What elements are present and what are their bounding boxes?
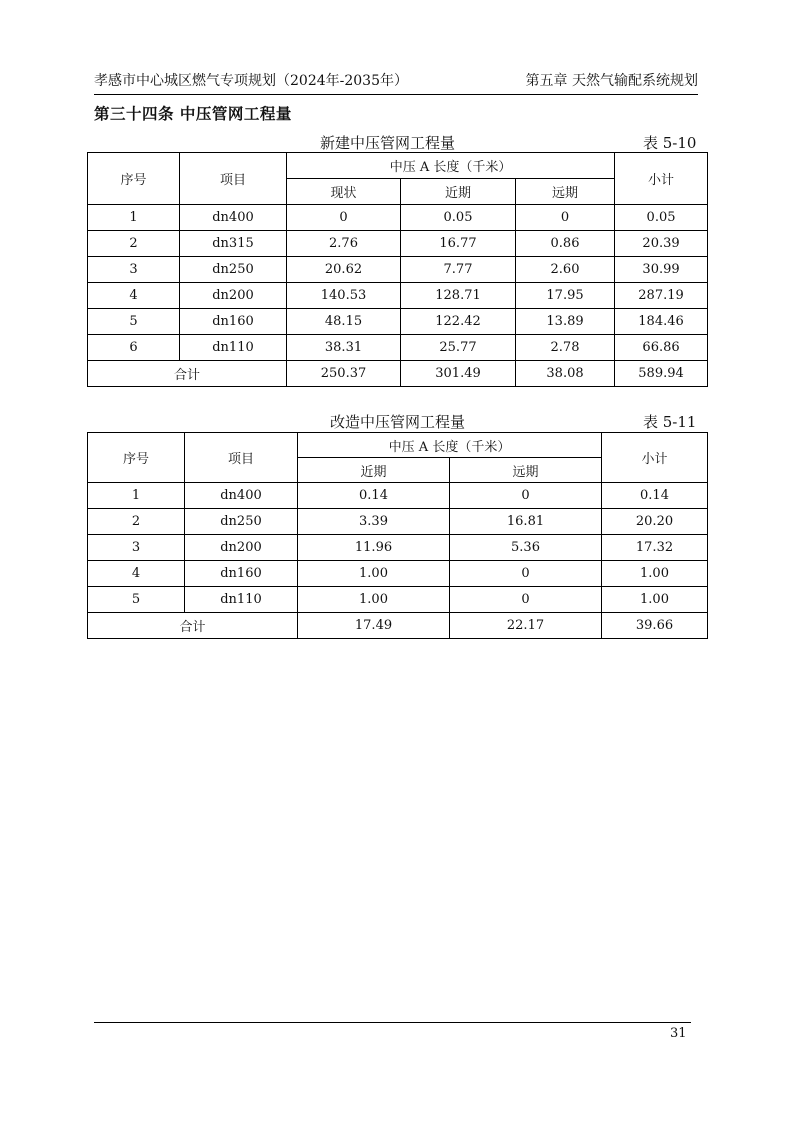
header-subtotal: 小计 — [602, 433, 708, 483]
header-near-term: 近期 — [298, 458, 450, 483]
total-row — [88, 613, 708, 639]
total-subtotal: 589.94 — [615, 361, 708, 387]
cell-near-term: 3.39 — [298, 509, 450, 535]
table-row — [88, 309, 708, 335]
cell-near-term: 25.77 — [401, 335, 516, 361]
cell-current: 48.15 — [287, 309, 401, 335]
cell-seq: 6 — [88, 335, 180, 361]
header-current: 现状 — [287, 179, 401, 205]
cell-near-term: 1.00 — [298, 587, 450, 613]
cell-long-term: 2.78 — [516, 335, 615, 361]
page-header — [94, 72, 698, 95]
cell-subtotal: 20.20 — [602, 509, 708, 535]
cell-subtotal: 0.05 — [615, 205, 708, 231]
table-row — [88, 257, 708, 283]
cell-long-term: 5.36 — [450, 535, 602, 561]
section-title: 第三十四条 中压管网工程量 — [94, 105, 292, 123]
cell-long-term: 16.81 — [450, 509, 602, 535]
cell-subtotal: 1.00 — [602, 587, 708, 613]
cell-near-term: 122.42 — [401, 309, 516, 335]
header-near-term: 近期 — [401, 179, 516, 205]
cell-item: dn110 — [180, 335, 287, 361]
cell-current: 140.53 — [287, 283, 401, 309]
header-seq: 序号 — [88, 433, 185, 483]
cell-item: dn250 — [180, 257, 287, 283]
total-subtotal: 39.66 — [602, 613, 708, 639]
table-row — [88, 283, 708, 309]
cell-long-term: 0 — [516, 205, 615, 231]
header-document-title: 孝感市中心城区燃气专项规划（2024年-2035年） — [94, 73, 408, 89]
header-item: 项目 — [185, 433, 298, 483]
cell-near-term: 128.71 — [401, 283, 516, 309]
header-length-group: 中压 A 长度（千米） — [298, 433, 602, 458]
table-row — [88, 587, 708, 613]
cell-seq: 4 — [88, 283, 180, 309]
table-row — [88, 561, 708, 587]
total-current: 250.37 — [287, 361, 401, 387]
cell-near-term: 0.14 — [298, 483, 450, 509]
new-pipeline-table — [87, 152, 708, 387]
header-long-term: 远期 — [516, 179, 615, 205]
cell-subtotal: 287.19 — [615, 283, 708, 309]
header-seq: 序号 — [88, 153, 180, 205]
cell-near-term: 11.96 — [298, 535, 450, 561]
cell-item: dn160 — [185, 561, 298, 587]
table-row — [88, 535, 708, 561]
header-length-group: 中压 A 长度（千米） — [287, 153, 615, 179]
total-near-term: 17.49 — [298, 613, 450, 639]
cell-current: 38.31 — [287, 335, 401, 361]
cell-seq: 4 — [88, 561, 185, 587]
total-label: 合计 — [88, 361, 287, 387]
header-subtotal: 小计 — [615, 153, 708, 205]
cell-seq: 1 — [88, 205, 180, 231]
cell-current: 20.62 — [287, 257, 401, 283]
cell-item: dn200 — [185, 535, 298, 561]
cell-seq: 1 — [88, 483, 185, 509]
cell-item: dn160 — [180, 309, 287, 335]
cell-subtotal: 20.39 — [615, 231, 708, 257]
cell-subtotal: 184.46 — [615, 309, 708, 335]
cell-near-term: 7.77 — [401, 257, 516, 283]
cell-subtotal: 66.86 — [615, 335, 708, 361]
total-label: 合计 — [88, 613, 298, 639]
page-number: 31 — [670, 1026, 687, 1041]
table-row — [88, 483, 708, 509]
total-row — [88, 361, 708, 387]
header-long-term: 远期 — [450, 458, 602, 483]
cell-seq: 3 — [88, 535, 185, 561]
cell-long-term: 17.95 — [516, 283, 615, 309]
cell-long-term: 0 — [450, 561, 602, 587]
header-chapter-title: 第五章 天然气输配系统规划 — [525, 73, 698, 89]
cell-seq: 5 — [88, 587, 185, 613]
cell-near-term: 1.00 — [298, 561, 450, 587]
table2-number: 表 5-11 — [643, 413, 697, 431]
table1-caption: 新建中压管网工程量 — [320, 134, 456, 152]
cell-long-term: 13.89 — [516, 309, 615, 335]
cell-item: dn400 — [185, 483, 298, 509]
cell-seq: 3 — [88, 257, 180, 283]
cell-item: dn400 — [180, 205, 287, 231]
total-near-term: 301.49 — [401, 361, 516, 387]
header-item: 项目 — [180, 153, 287, 205]
cell-long-term: 2.60 — [516, 257, 615, 283]
cell-long-term: 0 — [450, 587, 602, 613]
cell-item: dn200 — [180, 283, 287, 309]
cell-item: dn110 — [185, 587, 298, 613]
cell-subtotal: 17.32 — [602, 535, 708, 561]
cell-near-term: 0.05 — [401, 205, 516, 231]
table-row — [88, 335, 708, 361]
table1-number: 表 5-10 — [643, 134, 697, 152]
table2-caption: 改造中压管网工程量 — [330, 413, 466, 431]
renovation-pipeline-table — [87, 432, 708, 639]
total-long-term: 38.08 — [516, 361, 615, 387]
total-long-term: 22.17 — [450, 613, 602, 639]
cell-current: 0 — [287, 205, 401, 231]
cell-seq: 2 — [88, 231, 180, 257]
table-row — [88, 231, 708, 257]
cell-near-term: 16.77 — [401, 231, 516, 257]
table-row — [88, 205, 708, 231]
cell-current: 2.76 — [287, 231, 401, 257]
cell-item: dn315 — [180, 231, 287, 257]
cell-long-term: 0 — [450, 483, 602, 509]
table-row — [88, 509, 708, 535]
cell-subtotal: 1.00 — [602, 561, 708, 587]
cell-subtotal: 0.14 — [602, 483, 708, 509]
cell-subtotal: 30.99 — [615, 257, 708, 283]
cell-item: dn250 — [185, 509, 298, 535]
cell-seq: 5 — [88, 309, 180, 335]
cell-long-term: 0.86 — [516, 231, 615, 257]
footer-divider — [94, 1022, 691, 1023]
cell-seq: 2 — [88, 509, 185, 535]
